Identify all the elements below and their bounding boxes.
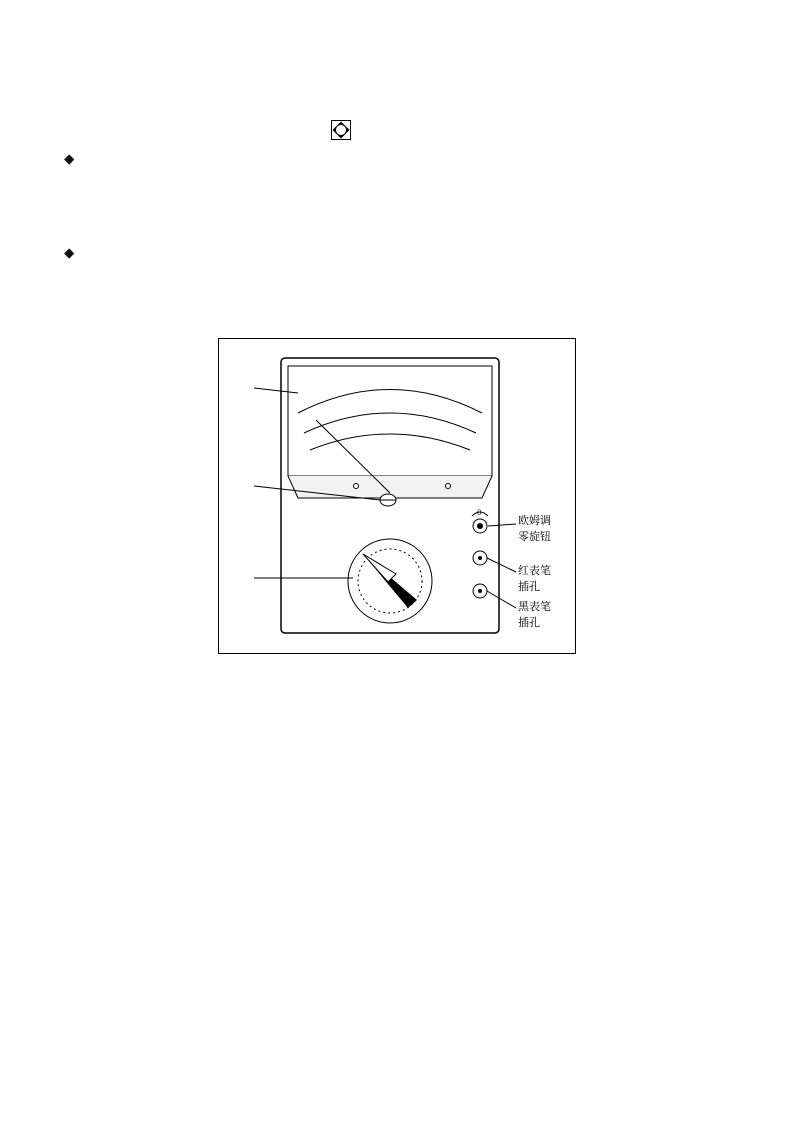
- diamond-bullet-icon: ◆: [64, 245, 75, 261]
- svg-text:0: 0: [477, 509, 482, 517]
- diamond-bullet-icon: ◆: [64, 151, 75, 167]
- ohm-zero-label-2: 零旋钮: [518, 530, 551, 543]
- ohm-zero-label-1: 欧姆调: [518, 514, 551, 527]
- black-jack-label-1: 黑表笔: [518, 600, 551, 613]
- section-number-badge: [331, 120, 351, 140]
- purpose-heading: [64, 149, 84, 169]
- red-jack-label-2: 插孔: [518, 580, 540, 593]
- principle-heading: [64, 243, 84, 263]
- multimeter-diagram: [218, 338, 576, 654]
- black-jack-label-2: 插孔: [518, 616, 540, 629]
- red-jack-label-1: 红表笔: [518, 564, 551, 577]
